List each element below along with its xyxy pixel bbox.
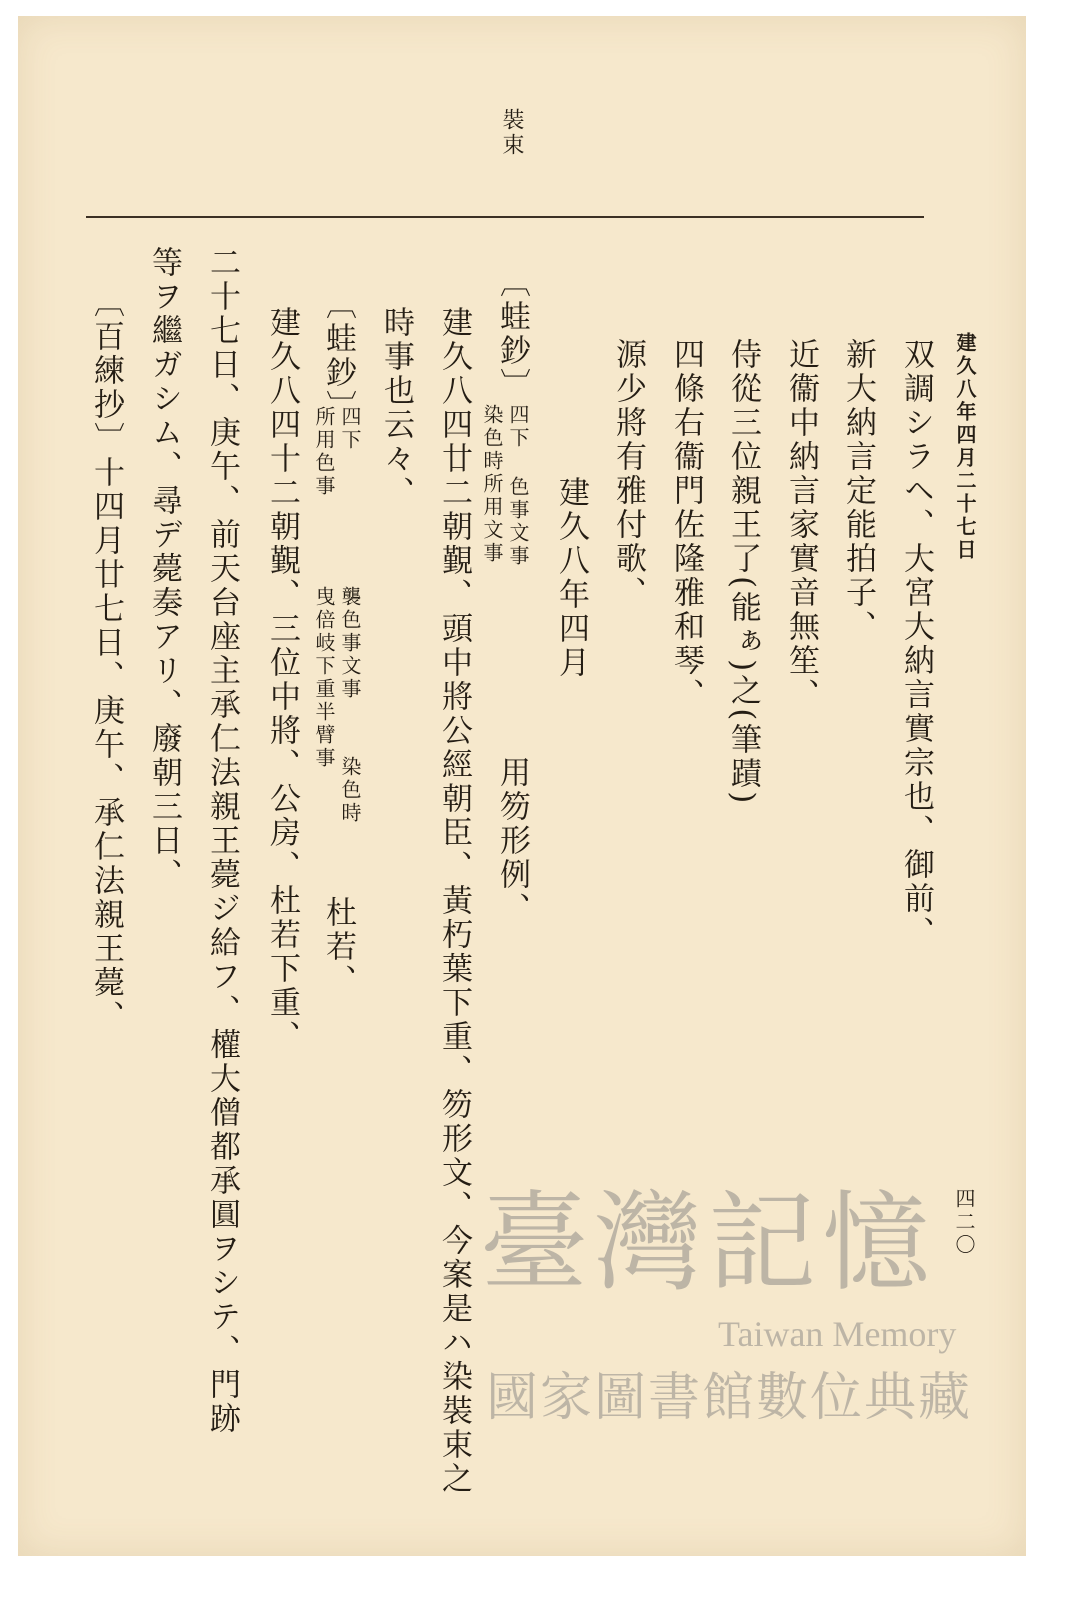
source-citation-2: 〔蛙鈔〕 (320, 288, 356, 424)
section-title: 裝束 (499, 108, 524, 158)
annotation-2c: 襲色事文事 (338, 586, 362, 701)
annotation-1b: 染色時所用文事 (480, 404, 504, 565)
text-column-15: 〔百練抄〕十四月廿七日、庚午、承仁法親王薨、 (88, 286, 124, 1034)
text-column-3: 近衞中納言家實音無笙、 (783, 338, 819, 712)
annotation-2b: 所用色事 (312, 406, 336, 498)
annotation-1a: 四下 (506, 404, 530, 450)
text-column-12: 建久八四十二朝覲、三位中將、公房、杜若下重、 (264, 306, 300, 1054)
text-column-1: 双調シラヘ、大宮大納言實宗也、御前、 (898, 338, 934, 950)
page-number: 四二〇 (952, 1188, 976, 1257)
watermark-title-en: Taiwan Memory (718, 1314, 957, 1354)
annotation-2f: 杜若、 (320, 896, 356, 998)
watermark-title-cn: 臺灣記憶 (480, 1181, 937, 1306)
annotation-2e: 曳倍岐下重半臂事 (312, 586, 336, 770)
header-rule (86, 216, 924, 218)
text-column-7: 建久八年四月 (553, 476, 589, 680)
annotation-2d: 染色時 (338, 756, 362, 825)
watermark-org: 國家圖書館數位典藏 (486, 1368, 973, 1428)
source-citation-1: 〔蛙鈔〕 (494, 266, 530, 402)
text-column-13: 二十七日、庚午、前天台座主承仁法親王薨ジ給フ、權大僧都承圓ヲシテ、門跡 (204, 246, 240, 1436)
text-column-10: 時事也云々、 (378, 306, 414, 510)
running-head: 建久八年四月二十七日 (953, 332, 977, 562)
text-column-2: 新大納言定能拍子、 (840, 338, 876, 644)
yo-heading: 用笏形例、 (494, 756, 530, 926)
text-column-5: 四條右衞門佐隆雅和琴、 (668, 338, 704, 712)
annotation-1c: 色事文事 (506, 476, 530, 568)
page-paper (18, 16, 1026, 1556)
annotation-2a: 四下 (338, 406, 362, 452)
text-column-9: 建久八四廿二朝覲、頭中將公經朝臣、黃朽葉下重、笏形文、今案是ハ染裝束之 (436, 306, 472, 1496)
text-column-14: 等ヲ繼ガシム、尋デ薨奏アリ、廢朝三日、 (146, 246, 182, 892)
text-column-4: 侍從三位親王了(能ぁ)之(筆蹟) (725, 338, 761, 807)
text-column-6: 源少將有雅付歌、 (610, 338, 646, 610)
